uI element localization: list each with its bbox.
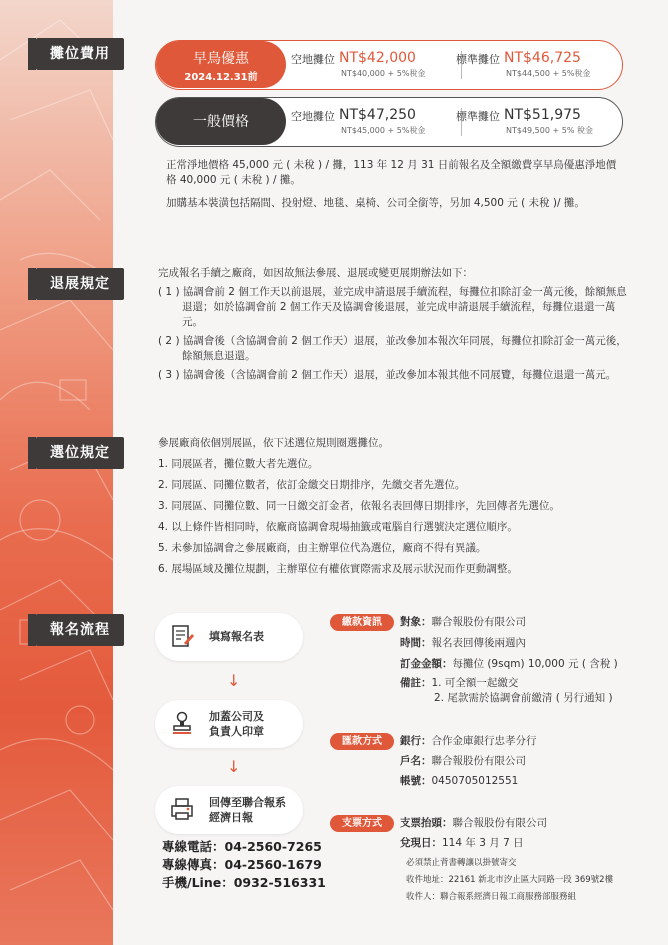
general-raw-label: 空地攤位 (291, 110, 335, 123)
withdraw-intro: 完成報名手續之廠商，如因故無法參展、退展或變更展期辦法如下： (158, 267, 473, 279)
early-raw-label: 空地攤位 (291, 53, 335, 66)
select-item-5: 5. 未參加協調會之參展廠商，由主辦單位代為選位，廠商不得有異議。 (158, 542, 487, 554)
early-std-label: 標準攤位 (456, 53, 500, 66)
fax-icon (169, 796, 195, 822)
transfer-bank-key: 銀行： (400, 735, 432, 747)
flow-step-return (155, 786, 303, 834)
select-item-4: 4. 以上條件皆相同時，依廠商協調會現場抽籤或電腦自行選號決定選位順序。 (158, 521, 518, 533)
withdraw-item-2: ( 2 ) 協調會後（含協調會前 2 個工作天）退展，並改參加本報次年同展，每攤位扣除訂金一萬元後，餘額無息退還。 (158, 335, 627, 362)
transfer-account (400, 773, 518, 789)
flow-arrow-icon: ↓ (227, 757, 241, 776)
section-title-select: 選位規定 (36, 437, 124, 469)
general-raw-price: NT$47,250 (339, 107, 416, 123)
payment-target-value: 聯合報股份有限公司 (431, 616, 526, 628)
select-intro: 參展廠商依個別展區，依下述選位規則圈選攤位。 (158, 437, 389, 449)
transfer-bank-value: 合作金庫銀行忠孝分行 (431, 735, 537, 747)
check-payee-value: 聯合報股份有限公司 (452, 817, 547, 829)
payment-remark-key: 備註： (400, 677, 432, 689)
check-note-1: 必須禁止背書轉讓以掛號寄交 (406, 858, 517, 868)
check-note-3: 收件人：聯合報系經濟日報工商服務部服務組 (406, 892, 577, 902)
flow-arrow-icon: ↓ (227, 671, 241, 690)
general-std-price: NT$51,975 (504, 107, 581, 123)
general-pill (156, 98, 286, 145)
flow-step-2-label-b: 負責人印章 (209, 725, 264, 738)
payment-time-key: 時間： (400, 637, 432, 649)
payment-target-key: 對象： (400, 616, 432, 628)
decorative-side-band (0, 0, 113, 945)
pattern-graphic (0, 0, 113, 945)
select-rules (158, 436, 628, 583)
payment-remark-2: 2. 尾款需於協調會前繳清 ( 另行通知 ) (434, 692, 613, 704)
general-std-sub: NT$49,500 + 5% 稅金 (506, 126, 593, 135)
early-bird-pill (156, 41, 286, 88)
payment-deposit (400, 656, 618, 672)
early-std-sub: NT$44,500 + 5%稅金 (506, 69, 591, 78)
general-raw-booth (291, 104, 425, 136)
early-bird-deadline: 2024.12.31前 (184, 72, 258, 83)
pricing-note-2: 加購基本裝潢包括隔間、投射燈、地毯、桌椅、公司全銜等，另加 4,500 元 ( 未稅 )/ 攤。 (166, 197, 585, 209)
flow-step-2-label-a: 加蓋公司及 (209, 710, 264, 723)
transfer-account-name (400, 753, 526, 769)
early-bird-label: 早鳥優惠 (193, 51, 249, 67)
early-std-booth (456, 47, 590, 79)
check-date-value: 114 年 3 月 7 日 (442, 837, 524, 849)
check-payee-key: 支票抬頭： (400, 817, 453, 829)
badge-payment-info: 繳款資訊 (330, 614, 394, 631)
section-title-register: 報名流程 (36, 614, 124, 646)
general-raw-sub: NT$45,000 + 5%稅金 (341, 126, 426, 135)
general-price-row (155, 97, 623, 147)
early-bird-price-row (155, 40, 623, 90)
transfer-account-name-value: 聯合報股份有限公司 (431, 755, 526, 767)
payment-time-value: 報名表回傳後兩週內 (431, 637, 526, 649)
select-item-2: 2. 同展區、同攤位數者，依訂金繳交日期排序，先繳交者先選位。 (158, 479, 466, 491)
flow-step-stamp (155, 700, 303, 748)
transfer-account-value: 0450705012551 (431, 775, 519, 787)
check-note-2: 收件地址：22161 新北市汐止區大同路一段 369號2樓 (406, 875, 614, 885)
form-icon (169, 623, 195, 649)
stamp-icon (169, 710, 195, 736)
select-item-6: 6. 展場區域及攤位規劃，主辦單位有權依實際需求及展示狀況而作更動調整。 (158, 563, 518, 575)
flow-step-3-label-b: 經濟日報 (209, 811, 253, 824)
general-std-label: 標準攤位 (456, 110, 500, 123)
early-raw-sub: NT$40,000 + 5%稅金 (341, 69, 426, 78)
payment-deposit-key: 訂金金額： (400, 658, 453, 670)
flow-step-fill-form (155, 613, 303, 661)
payment-target (400, 614, 526, 630)
early-std-price: NT$46,725 (504, 50, 581, 66)
pricing-note-1: 正常淨地價格 45,000 元 ( 未稅 ) / 攤，113 年 12 月 31 日前報名及全額繳費享早鳥優惠淨地價格 40,000 元 ( 未稅 ) / 攤。 (166, 159, 617, 186)
select-item-1: 1. 同展區者，攤位數大者先選位。 (158, 458, 319, 470)
payment-remark (400, 675, 518, 691)
early-raw-booth (291, 47, 425, 79)
withdraw-item-1: ( 1 ) 協調會前 2 個工作天以前退展，並完成申請退展手續流程，每攤位扣除訂金一萬元後，餘額無息退還；如於協調會前 2 個工作天及協調會後退展，並完成申請退展手續流程，每攤位退還一萬元。 (158, 286, 627, 328)
transfer-account-key: 帳號： (400, 775, 432, 787)
flow-step-1-label: 填寫報名表 (209, 630, 264, 643)
transfer-account-name-key: 戶名： (400, 755, 432, 767)
contact-phone: 專線電話：04-2560-7265 (162, 839, 322, 854)
contact-mobile: 手機/Line：0932-516331 (162, 875, 326, 890)
badge-check: 支票方式 (330, 815, 394, 832)
general-label: 一般價格 (193, 114, 249, 130)
withdraw-rules (158, 266, 628, 387)
flow-step-3-label-a: 回傳至聯合報系 (209, 796, 286, 809)
check-payee (400, 815, 547, 831)
payment-deposit-value: 每攤位 (9sqm) 10,000 元 ( 含稅 ) (452, 658, 618, 670)
section-title-booth-fee: 攤位費用 (36, 38, 124, 70)
select-item-3: 3. 同展區、同攤位數、同一日繳交訂金者，依報名表回傳日期排序，先回傳者先選位。 (158, 500, 560, 512)
contact-fax: 專線傳真：04-2560-1679 (162, 857, 322, 872)
check-date (400, 835, 524, 851)
withdraw-item-3: ( 3 ) 協調會後（含協調會前 2 個工作天）退展，並改參加本報其他不同展覽，每攤位退還一萬元。 (158, 369, 617, 381)
check-date-key: 兌現日： (400, 837, 442, 849)
section-title-withdraw: 退展規定 (36, 268, 124, 300)
badge-transfer: 匯款方式 (330, 733, 394, 750)
early-raw-price: NT$42,000 (339, 50, 416, 66)
payment-time (400, 635, 526, 651)
transfer-bank (400, 733, 537, 749)
payment-remark-1: 1. 可全額一起繳交 (431, 677, 519, 689)
general-std-booth (456, 104, 593, 136)
